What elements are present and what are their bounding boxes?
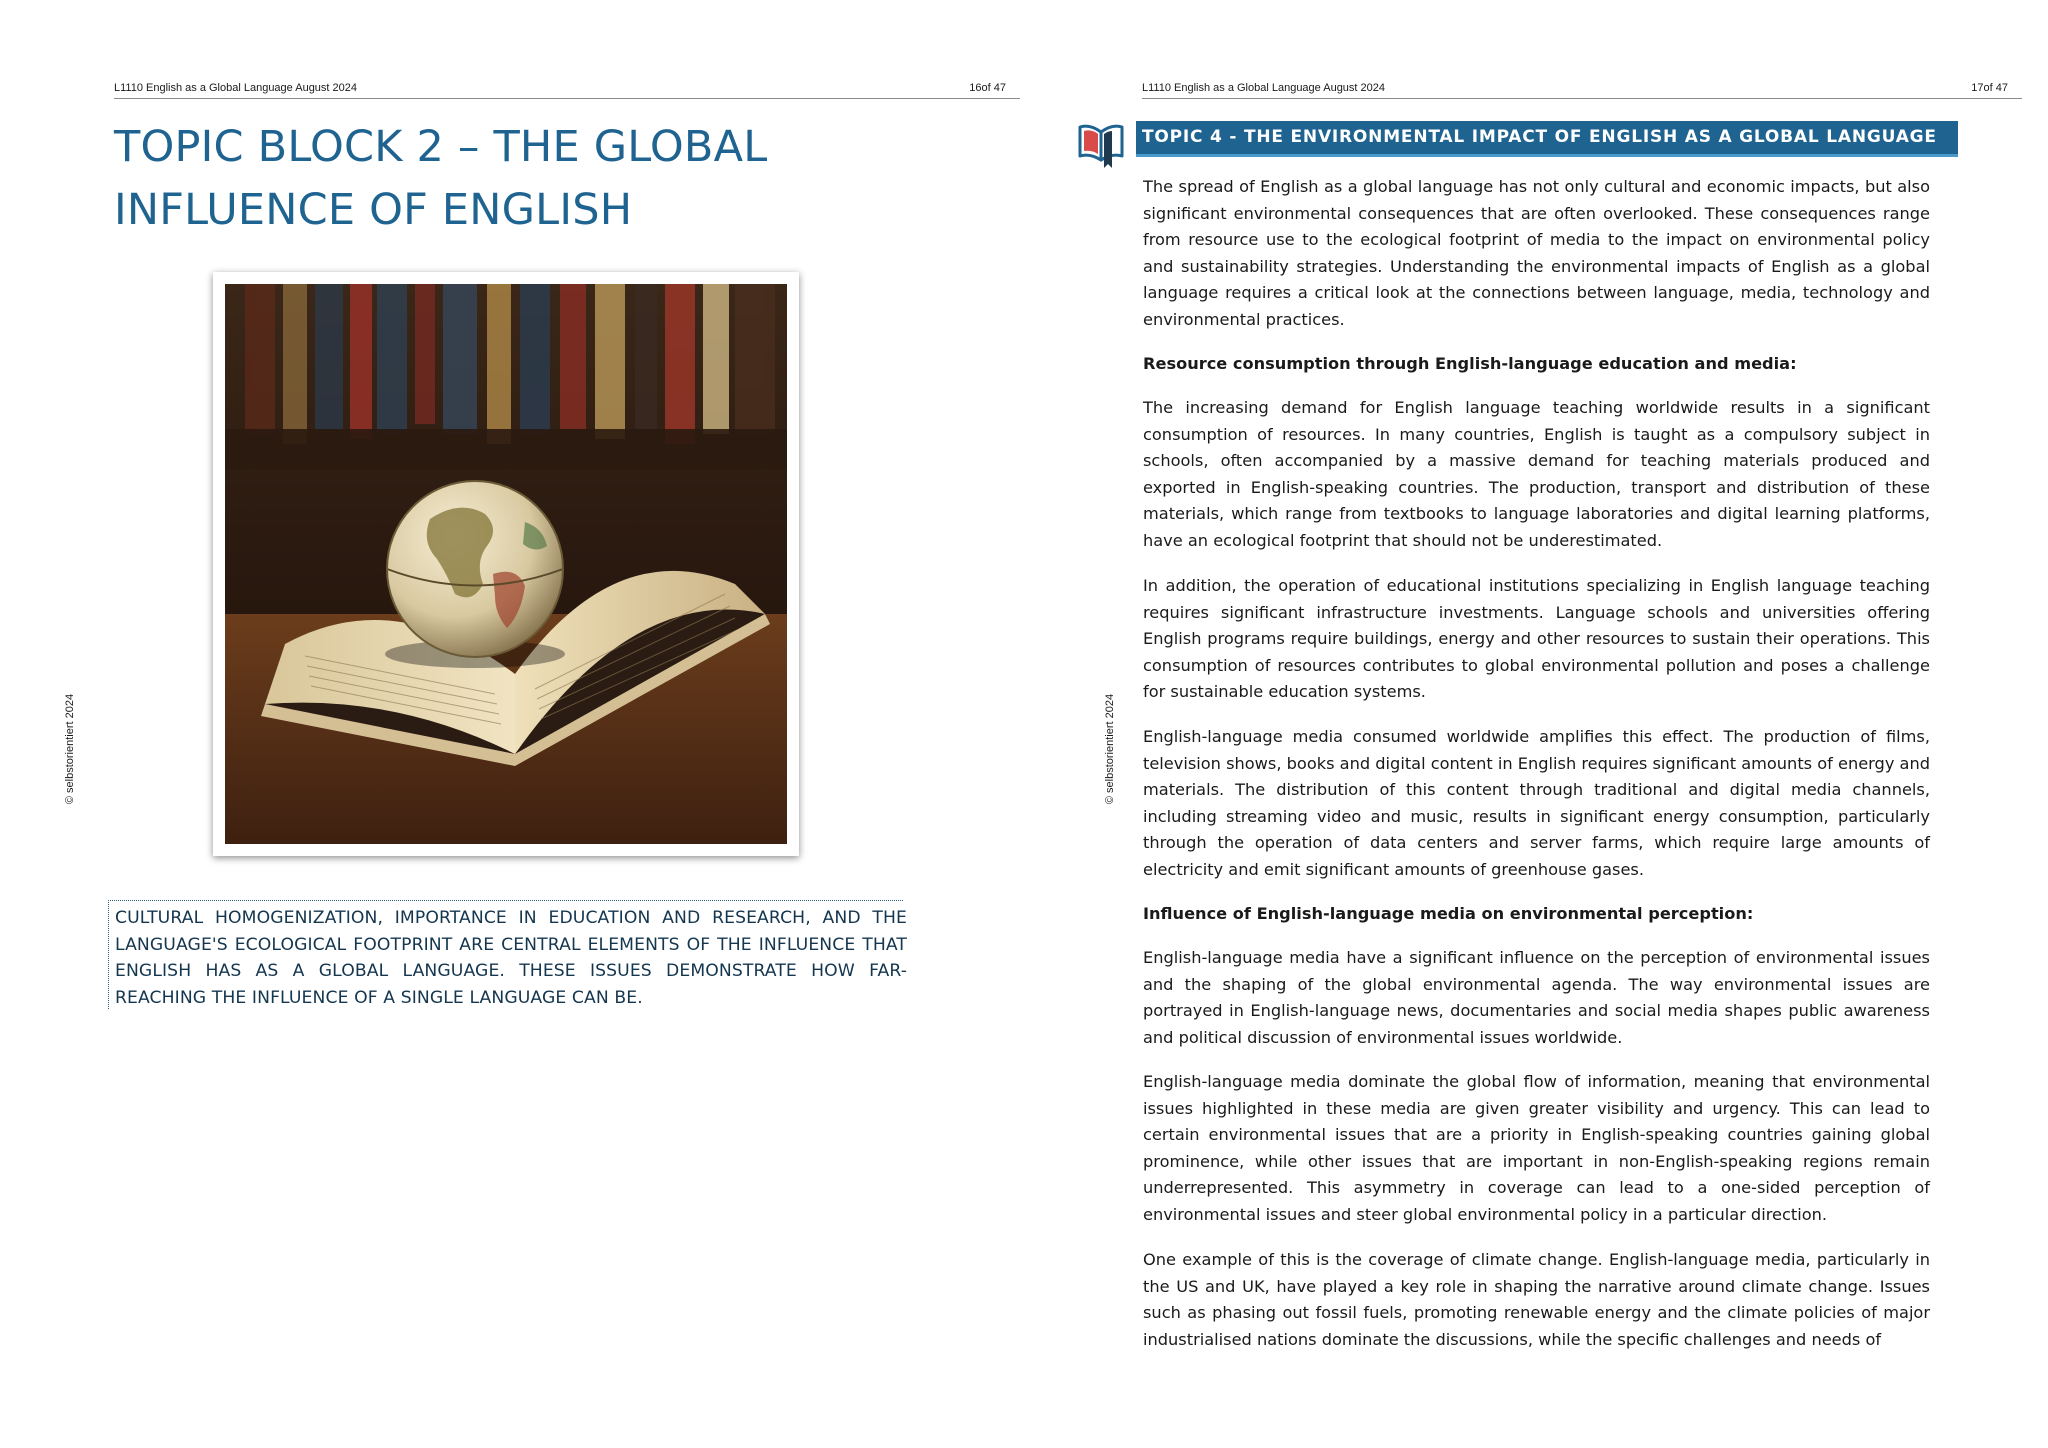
- page-header: [114, 82, 1020, 99]
- body-paragraph-1: [1143, 174, 1930, 334]
- open-book-icon: [1076, 118, 1126, 170]
- paragraph-education-demand: The increasing demand for English language teaching worldwide results in a significant consumption of resources. In many countries, English is taught as a compulsory subject in schools, often accompanied by a massive demand for teaching materials produced and exported in English-speaking countries. The production, transport and distribution of these materials, which range from textbooks to language laboratories and digital learning platforms, have an ecological footprint that should not be underestimated.: [1143, 398, 1930, 550]
- page-header: [1142, 82, 2022, 99]
- subheading-environmental-perception: Influence of English-language media on environmental perception:: [1143, 904, 1754, 923]
- body-paragraph-3: [1143, 573, 1930, 706]
- body-paragraph-4: [1143, 724, 1930, 884]
- subheading-resource-consumption: Resource consumption through English-language education and media:: [1143, 354, 1797, 373]
- topic-block-title: [114, 116, 834, 242]
- copyright-notice: © selbstorientiert 2024: [1104, 693, 1116, 805]
- subheading-1: [1143, 351, 1930, 378]
- header-doc-title: L1110 English as a Global Language August 2024: [114, 82, 358, 94]
- topic-heading-bar: [1136, 121, 1958, 157]
- paragraph-intro: The spread of English as a global language has not only cultural and economic impacts, but also significant environmental consequences that are often overlooked. These consequences range from resource use to the ecological footprint of media to the impact on environmental policy and sustainability strategies. Understanding the environmental impacts of English as a global language requires a critical look at the connections between language, media, technology and environmental practices.: [1143, 177, 1930, 329]
- globe-on-book-photo: [213, 272, 799, 856]
- title-line-2: INFLUENCE OF ENGLISH: [114, 185, 633, 235]
- title-line-1: TOPIC BLOCK 2 – THE GLOBAL: [114, 122, 768, 172]
- paragraph-climate-example: One example of this is the coverage of climate change. English-language media, particularly in the US and UK, have played a key role in shaping the narrative around climate change. Issues such as phasing out fossil fuels, promoting renewable energy and the climate policies of major industrialised nations dominate the discussions, while the specific challenges and needs of: [1143, 1250, 1930, 1349]
- header-page-number: 17of 47: [1971, 82, 2008, 94]
- copyright-notice: © selbstorientiert 2024: [64, 693, 76, 805]
- topic-heading: TOPIC 4 - THE ENVIRONMENTAL IMPACT OF ENGLISH AS A GLOBAL LANGUAGE: [1142, 127, 1937, 147]
- summary-box: [108, 900, 907, 1009]
- body-paragraph-7: [1143, 1247, 1930, 1353]
- body-paragraph-2: [1143, 395, 1930, 555]
- right-page: [1024, 0, 2048, 1448]
- header-doc-title: L1110 English as a Global Language August 2024: [1142, 82, 1386, 94]
- paragraph-information-flow: English-language media dominate the global flow of information, meaning that environmental issues highlighted in these media are given greater visibility and urgency. This can lead to certain environmental issues that are a priority in English-speaking countries gaining global prominence, while other issues that are important in non-English-speaking regions remain underrepresented. This asymmetry in coverage can lead to a one-sided perception of environmental issues and steer global environmental policy in a particular direction.: [1143, 1072, 1930, 1224]
- paragraph-infrastructure: In addition, the operation of educational institutions specializing in English language teaching requires significant infrastructure investments. Language schools and universities offering English programs require buildings, energy and other resources to sustain their operations. This consumption of resources contributes to global environmental pollution and poses a challenge for sustainable education systems.: [1143, 576, 1930, 702]
- body-paragraph-6: [1143, 1069, 1930, 1229]
- subheading-2: [1143, 901, 1930, 928]
- globe-book-illustration: [225, 284, 787, 844]
- header-page-number: 16of 47: [969, 82, 1006, 94]
- summary-text: CULTURAL HOMOGENIZATION, IMPORTANCE IN EDUCATION AND RESEARCH, AND THE LANGUAGE'S ECOLOGICAL FOOTPRINT ARE CENTRAL ELEMENTS OF THE INFLUENCE THAT ENGLISH HAS AS A GLOBAL LANGUAGE. THESE ISSUES DEMONSTRATE HOW FAR-REACHING THE INFLUENCE OF A SINGLE LANGUAGE CAN BE.: [115, 908, 907, 1008]
- paragraph-media-energy: English-language media consumed worldwide amplifies this effect. The production of films, television shows, books and digital content in English requires significant amounts of energy and materials. The distribution of this content through traditional and digital media channels, including streaming video and music, results in significant energy consumption, particularly through the operation of data centers and server farms, which require large amounts of electricity and emit significant amounts of greenhouse gases.: [1143, 727, 1930, 879]
- body-paragraph-5: [1143, 945, 1930, 1051]
- paragraph-media-influence: English-language media have a significant influence on the perception of environmental issues and the shaping of the global environmental agenda. The way environmental issues are portrayed in English-language news, documentaries and social media shapes public awareness and political discussion of environmental issues worldwide.: [1143, 948, 1930, 1047]
